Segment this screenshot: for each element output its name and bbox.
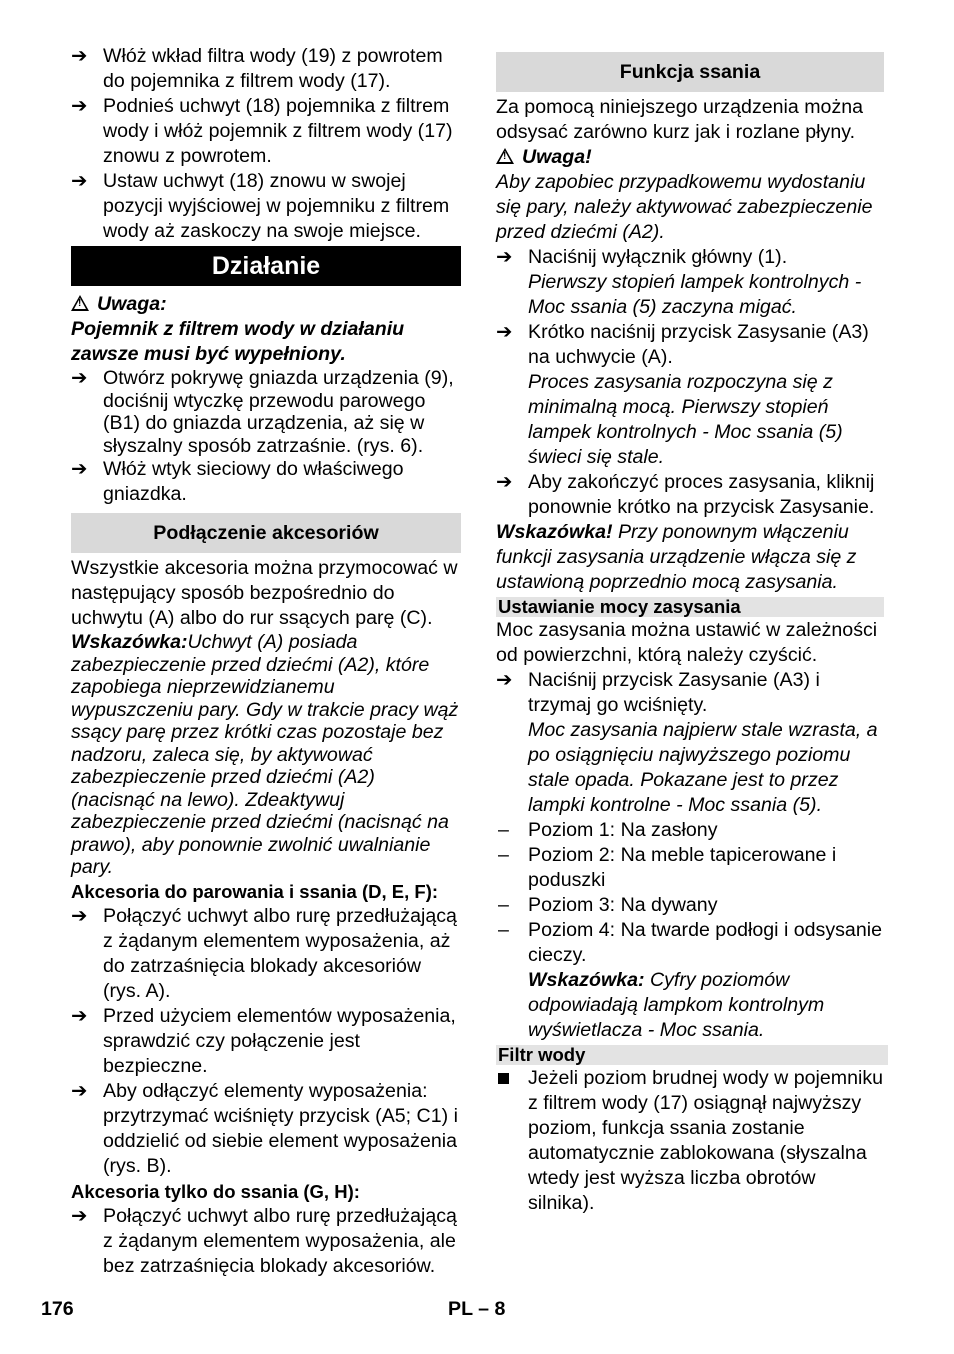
steam-suction-heading: Akcesoria do parowania i ssania (D, E, F): xyxy=(71,880,439,902)
step-2: ➔ Włóż wtyk sieciowy do właściwego gniazdka. xyxy=(71,457,461,507)
accessories-text: Wszystkie akcesoria można przymocować w następujący sposób bezpośrednio do uchwytu (A) albo do rur ssących parę (C). xyxy=(71,557,458,629)
level-2: – Poziom 2: Na meble tapicerowane i poduszki xyxy=(496,843,884,893)
power-result: Moc zasysania najpierw stale wzrasta, a po osiągnięciu najwyższego poziomu stale opada. Pokazane jest to przez lampki kontrolne - Moc ssania (5). xyxy=(528,719,878,816)
suction-intro: Za pomocą niniejszego urządzenia można odsysać zarówno kurz jak i rozlane płyny. xyxy=(496,96,864,143)
power-heading: Ustawianie mocy zasysania xyxy=(496,597,884,617)
note-label: Wskazówka: xyxy=(71,631,188,653)
level-1: – Poziom 1: Na zasłony xyxy=(496,818,884,843)
suction-only-step-1: ➔ Połączyć uchwyt albo rurę przedłużającą z żądanym elementem wyposażenia, ale bez zatrzaśnięcia blokady akcesoriów. xyxy=(71,1204,461,1279)
level-3: – Poziom 3: Na dywany xyxy=(496,893,884,918)
warning-label: Uwaga: xyxy=(97,293,167,315)
suction-function-heading: Funkcja ssania xyxy=(496,52,884,92)
intro-step-1: ➔ Włóż wkład filtra wody (19) z powrotem do pojemnika z filtrem wody (17). xyxy=(71,44,461,94)
suction-step-3: ➔ Aby zakończyć proces zasysania, kliknij ponownie krótko na przycisk Zasysanie. xyxy=(496,470,884,520)
suction-note-text: Przy ponownym włączeniu funkcji zasysania urządzenie włącza się z ustawioną poprzednio mocą zasysania. xyxy=(496,521,857,593)
suction-note xyxy=(496,520,884,595)
levels-note-label: Wskazówka: xyxy=(528,969,645,991)
suction-warning-label: Uwaga! xyxy=(522,146,592,168)
warning-heading xyxy=(71,292,461,317)
section-title-dzialanie: Działanie xyxy=(71,246,461,286)
suction-step-2: ➔ Krótko naciśnij przycisk Zasysanie (A3) na uchwycie (A). xyxy=(496,320,884,370)
suction-only-heading: Akcesoria tylko do ssania (G, H): xyxy=(71,1180,360,1202)
suction-step-1: ➔ Naciśnij wyłącznik główny (1). xyxy=(496,245,884,270)
warning-triangle-icon xyxy=(496,148,514,164)
power-intro: Moc zasysania można ustawić w zależności od powierzchni, którą należy czyścić. xyxy=(496,619,878,666)
suction-step-1-result: Pierwszy stopień lampek kontrolnych - Moc ssania (5) zaczyna migać. xyxy=(528,271,862,318)
accessories-heading: Podłączenie akcesoriów xyxy=(71,513,461,553)
water-filter-heading: Filtr wody xyxy=(496,1045,888,1065)
suction-warning-text: Aby zapobiec przypadkowemu wydostaniu się pary, należy aktywować zabezpieczenie przed dziećmi (A2). xyxy=(496,171,873,243)
levels-note xyxy=(496,968,884,1043)
steam-suction-step-2: ➔ Przed użyciem elementów wyposażenia, sprawdzić czy połączenie jest bezpieczne. xyxy=(71,1004,461,1079)
warning-text: Pojemnik z filtrem wody w działaniu zawsze musi być wypełniony. xyxy=(71,318,405,365)
intro-step-2: ➔ Podnieś uchwyt (18) pojemnika z filtrem wody i włóż pojemnik z filtrem wody (17) znowu z powrotem. xyxy=(71,94,461,169)
suction-note-label: Wskazówka! xyxy=(496,521,613,543)
warning-triangle-icon xyxy=(71,295,89,311)
levels-note-text: Cyfry poziomów odpowiadają lampkom kontrolnym wyświetlacza - Moc ssania. xyxy=(528,969,825,1041)
note-text: Uchwyt (A) posiada zabezpieczenie przed dziećmi (A2), które zapobiega nieprzewidzianemu wypuszczeniu pary. Gdy w trakcie pracy wąż ssący parę przez krótki czas pozostaje bez nadzoru, zaleca się, by aktywować zabezpieczenie przed dziećmi (A2) (nacisnąć na lewo). Zdeaktywuj zabezpieczenie przed dziećmi (nacisnąć na prawo), aby ponownie zwolnić uwalnianie pary. xyxy=(71,631,459,878)
suction-warning-heading xyxy=(496,145,884,170)
steam-suction-step-3: ➔ Aby odłączyć elementy wyposażenia: przytrzymać wciśnięty przycisk (A5; C1) i oddzielić od siebie element wyposażenia (rys. B). xyxy=(71,1079,461,1179)
left-column xyxy=(71,44,461,1279)
step-1: ➔ Otwórz pokrywę gniazda urządzenia (9), dociśnij wtyczkę przewodu parowego (B1) do gniazda urządzenia, aż się w słyszalny sposób zatrzaśnie. (rys. 6). xyxy=(71,367,461,457)
level-4: – Poziom 4: Na twarde podłogi i odsysanie cieczy. xyxy=(496,918,884,968)
accessories-note xyxy=(71,631,461,879)
intro-step-3: ➔ Ustaw uchwyt (18) znowu w swojej pozycji wyjściowej w pojemniku z filtrem wody aż zaskoczy na swoje miejsce. xyxy=(71,169,461,244)
suction-step-2-result: Proces zasysania rozpoczyna się z minimalną mocą. Pierwszy stopień lampek kontrolnych - Moc ssania (5) świeci się stale. xyxy=(528,371,843,468)
power-step: ➔ Naciśnij przycisk Zasysanie (A3) i trzymaj go wciśnięty. xyxy=(496,668,884,718)
water-filter-text: Jeżeli poziom brudnej wody w pojemniku z filtrem wody (17) osiągnął najwyższy poziom, funkcja ssania zostanie automatycznie zablokowana (słyszalna wtedy jest wyższa liczba obrotów silnika). xyxy=(496,1066,884,1216)
steam-suction-step-1: ➔ Połączyć uchwyt albo rurę przedłużającą z żądanym elementem wyposażenia, aż do zatrzaśnięcia blokady akcesoriów (rys. A). xyxy=(71,904,461,1004)
right-column xyxy=(496,52,884,1216)
language-page-label: PL – 8 xyxy=(448,1298,506,1320)
page-number: 176 xyxy=(41,1298,74,1320)
